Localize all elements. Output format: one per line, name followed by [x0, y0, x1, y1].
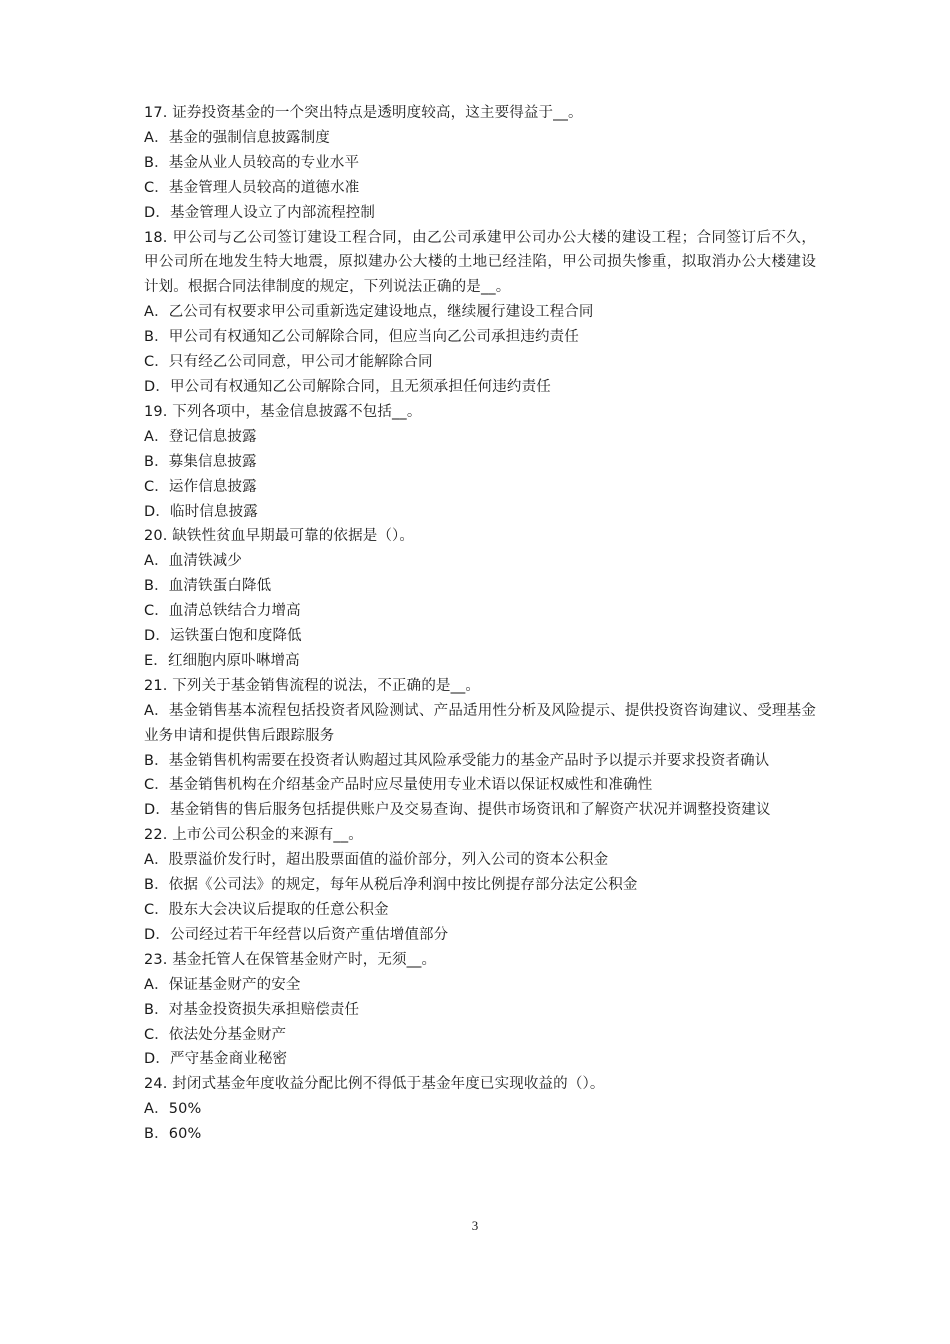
answer-option: A．基金销售基本流程包括投资者风险测试、产品适用性分析及风险提示、提供投资咨询建议、受理基金业务申请和提供售后跟踪服务: [144, 702, 816, 744]
answer-option: D．基金销售的售后服务包括提供账户及交易查询、提供市场资讯和了解资产状况并调整投资建议: [144, 802, 771, 819]
answer-option: A．保证基金财产的安全: [144, 976, 301, 993]
answer-option: C．血清总铁结合力增高: [144, 603, 301, 620]
answer-option: C．基金销售机构在介绍基金产品时应尽量使用专业术语以保证权威性和准确性: [144, 777, 653, 794]
answer-option: D．严守基金商业秘密: [144, 1051, 288, 1068]
answer-option: B．甲公司有权通知乙公司解除合同，但应当向乙公司承担违约责任: [144, 329, 579, 346]
answer-option: A．乙公司有权要求甲公司重新选定建设地点，继续履行建设工程合同: [144, 304, 594, 321]
answer-option: C．股东大会决议后提取的任意公积金: [144, 902, 389, 918]
question-stem: 17. 证券投资基金的一个突出特点是透明度较高，这主要得益于__。: [144, 105, 583, 121]
answer-option: A．50%: [144, 1101, 202, 1118]
answer-option: A．血清铁减少: [144, 553, 242, 570]
question-stem: 21. 下列关于基金销售流程的说法，不正确的是__。: [144, 677, 481, 694]
answer-option: E．红细胞内原卟啉增高: [144, 652, 300, 669]
answer-option: B．依据《公司法》的规定，每年从税后净利润中按比例提存部分法定公积金: [144, 877, 638, 894]
answer-option: B．血清铁蛋白降低: [144, 578, 272, 595]
answer-option: D．临时信息披露: [144, 503, 258, 520]
answer-option: D．公司经过若干年经营以后资产重估增值部分: [144, 926, 449, 943]
question-stem: 18. 甲公司与乙公司签订建设工程合同，由乙公司承建甲公司办公大楼的建设工程；合同签订后不久，甲公司所在地发生特大地震，原拟建办公大楼的土地已经洼陷，甲公司损失惨重，拟取消办公大楼建设计划。根据合同法律制度的规定，下列说法正确的是__。: [144, 229, 816, 296]
answer-option: B．对基金投资损失承担赔偿责任: [144, 1001, 360, 1018]
answer-option: C．基金管理人员较高的道德水准: [144, 179, 360, 196]
answer-option: C．依法处分基金财产: [144, 1026, 287, 1043]
answer-option: B．60%: [144, 1126, 202, 1143]
answer-option: D．甲公司有权通知乙公司解除合同，且无须承担任何违约责任: [144, 378, 551, 395]
answer-option: A．基金的强制信息披露制度: [144, 129, 330, 146]
answer-option: B．基金从业人员较高的专业水平: [144, 154, 360, 171]
answer-option: A．股票溢价发行时，超出股票面值的溢价部分，列入公司的资本公积金: [144, 852, 609, 869]
question-stem: 22. 上市公司公积金的来源有__。: [144, 827, 363, 844]
question-stem: 23. 基金托管人在保管基金财产时，无须__。: [144, 951, 437, 968]
answer-option: A．登记信息披露: [144, 428, 257, 445]
answer-option: D．基金管理人设立了内部流程控制: [144, 204, 376, 221]
answer-option: C．只有经乙公司同意，甲公司才能解除合同: [144, 354, 433, 371]
question-stem: 20. 缺铁性贫血早期最可靠的依据是（）。: [144, 528, 415, 545]
question-list: [144, 101, 816, 1147]
question-stem: 24. 封闭式基金年度收益分配比例不得低于基金年度已实现收益的（）。: [144, 1076, 605, 1093]
question-stem: 19. 下列各项中，基金信息披露不包括__。: [144, 403, 422, 420]
answer-option: B．基金销售机构需要在投资者认购超过其风险承受能力的基金产品时予以提示并要求投资者确认: [144, 752, 770, 769]
answer-option: C．运作信息披露: [144, 478, 257, 495]
page-number: 3: [471, 1218, 479, 1233]
answer-option: B．募集信息披露: [144, 453, 257, 470]
answer-option: D．运铁蛋白饱和度降低: [144, 628, 302, 645]
